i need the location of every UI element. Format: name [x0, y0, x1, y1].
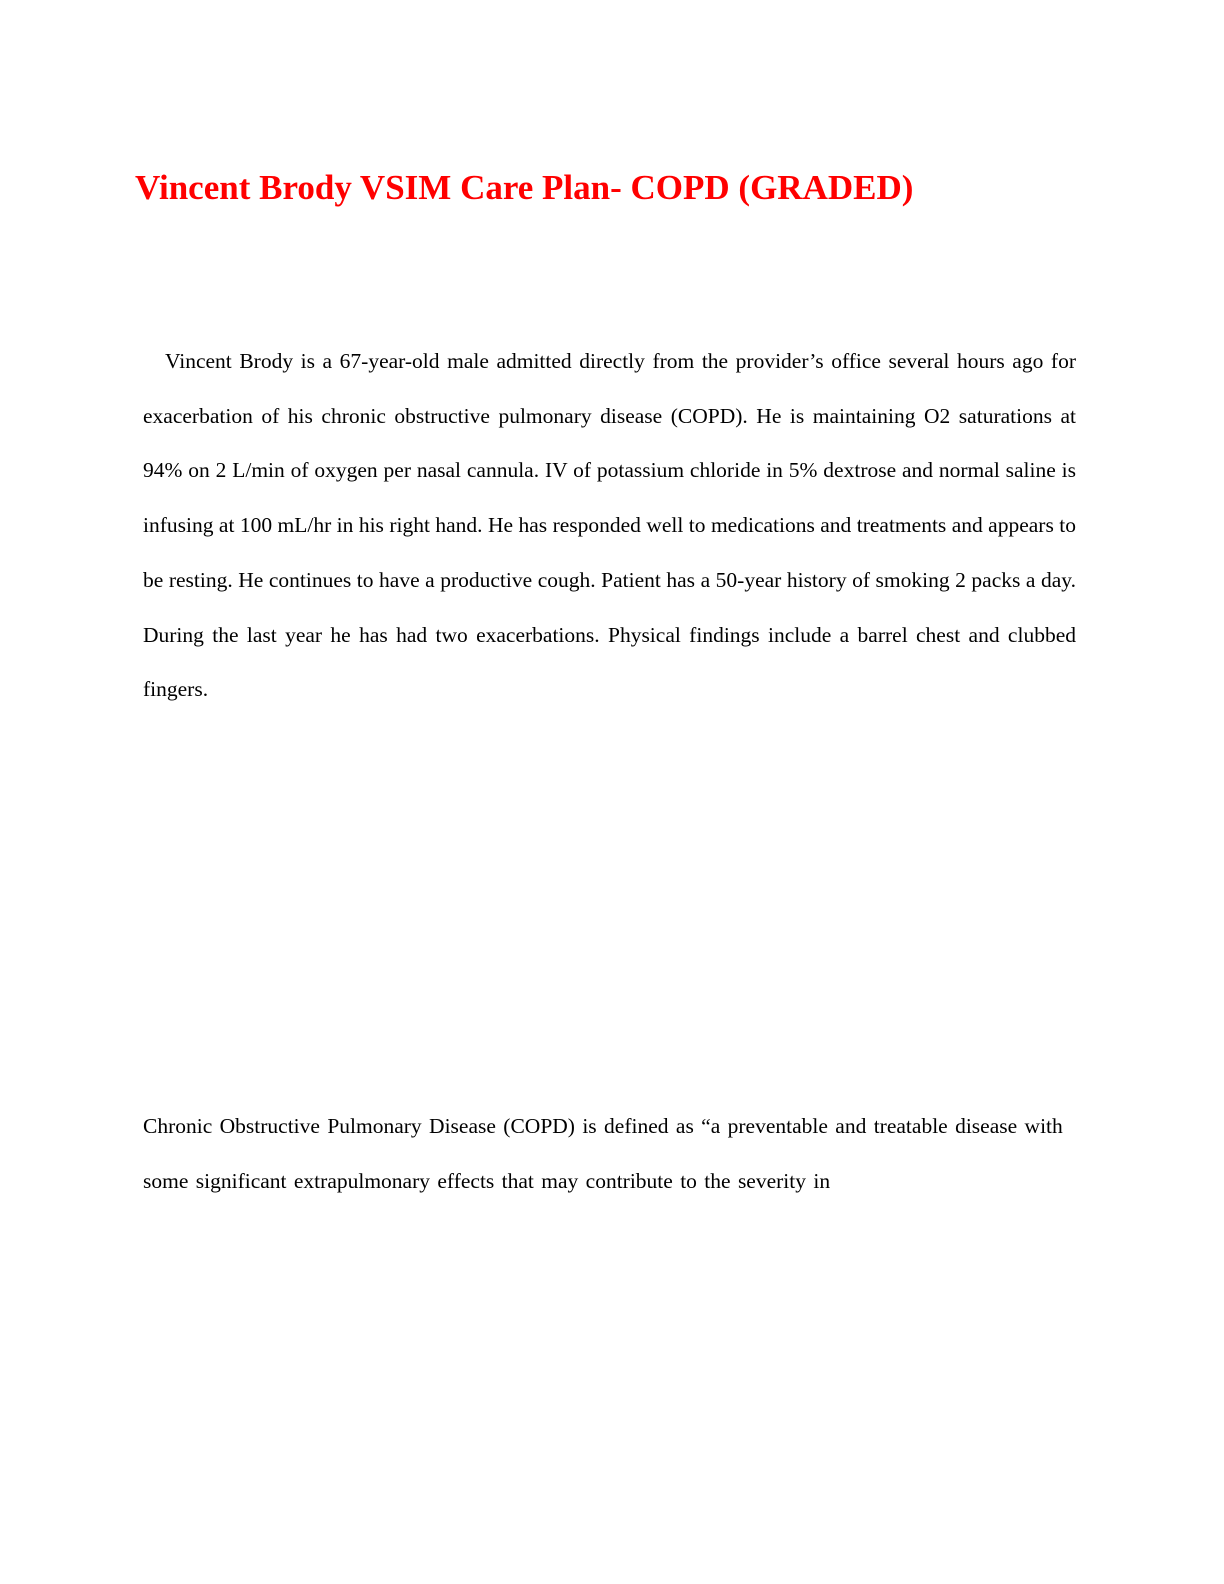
copd-definition-paragraph: Chronic Obstructive Pulmonary Disease (COPD) is defined as “a preventable and treatable disease with some significant extrapulmonary effects that may contribute to the severity in	[143, 1114, 1063, 1193]
document-title: Vincent Brody VSIM Care Plan- COPD (GRADED)	[135, 168, 914, 207]
patient-summary-paragraph: Vincent Brody is a 67-year-old male admitted directly from the provider’s office several hours ago for exacerbation of his chronic obstructive pulmonary disease (COPD). He is maintaining O2 saturations at 94% on 2 L/min of oxygen per nasal cannula. IV of potassium chloride in 5% dextrose and normal saline is infusing at 100 mL/hr in his right hand. He has responded well to medications and treatments and appears to be resting. He continues to have a productive cough. Patient has a 50-year history of smoking 2 packs a day. During the last year he has had two exacerbations. Physical findings include a barrel chest and clubbed fingers.	[143, 349, 1076, 702]
